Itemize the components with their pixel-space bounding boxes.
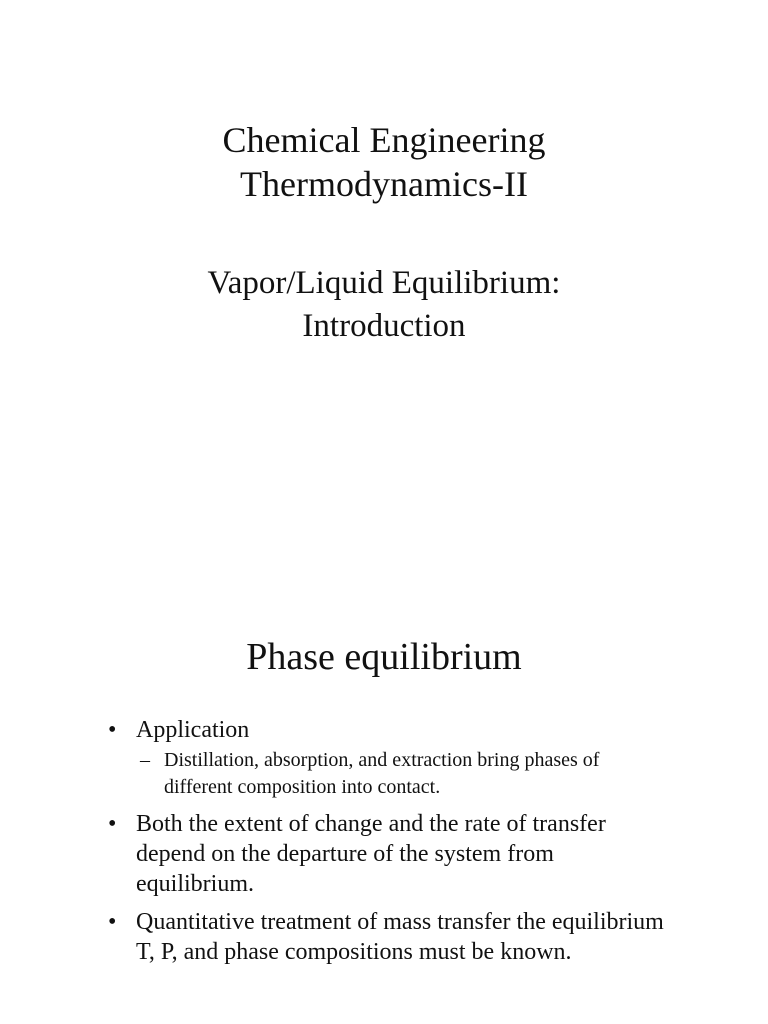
bullet-text: Quantitative treatment of mass transfer the equilibrium T, P, and phase compositions must be known. bbox=[136, 909, 664, 965]
slide-heading: Phase equilibrium bbox=[246, 636, 522, 678]
bullet-item bbox=[108, 715, 668, 801]
bullet-marker: • bbox=[108, 811, 117, 837]
slide-title-line-2: Thermodynamics-II bbox=[240, 164, 528, 204]
slide-title-line-1: Chemical Engineering bbox=[222, 120, 546, 160]
bullet-text: Application bbox=[136, 717, 250, 743]
sub-bullet-text: Distillation, absorption, and extraction bring phases of different composition into contact. bbox=[164, 749, 600, 798]
sub-bullet-item bbox=[136, 747, 668, 801]
slide-subtitle bbox=[0, 262, 768, 348]
bullet-marker: • bbox=[108, 909, 117, 935]
sub-bullet-marker: – bbox=[140, 749, 150, 771]
bullet-list bbox=[108, 715, 668, 975]
bullet-marker: • bbox=[108, 717, 117, 743]
bullet-text: Both the extent of change and the rate of transfer depend on the departure of the system from equilibrium. bbox=[136, 811, 606, 897]
bullet-item bbox=[108, 809, 668, 899]
slide-title bbox=[0, 118, 768, 206]
slide-phase-equilibrium bbox=[0, 512, 768, 1024]
slide-subtitle-line-2: Introduction bbox=[302, 308, 466, 344]
bullet-item bbox=[108, 907, 668, 967]
sub-bullet-list bbox=[136, 747, 668, 801]
slide-subtitle-line-1: Vapor/Liquid Equilibrium: bbox=[207, 265, 561, 301]
